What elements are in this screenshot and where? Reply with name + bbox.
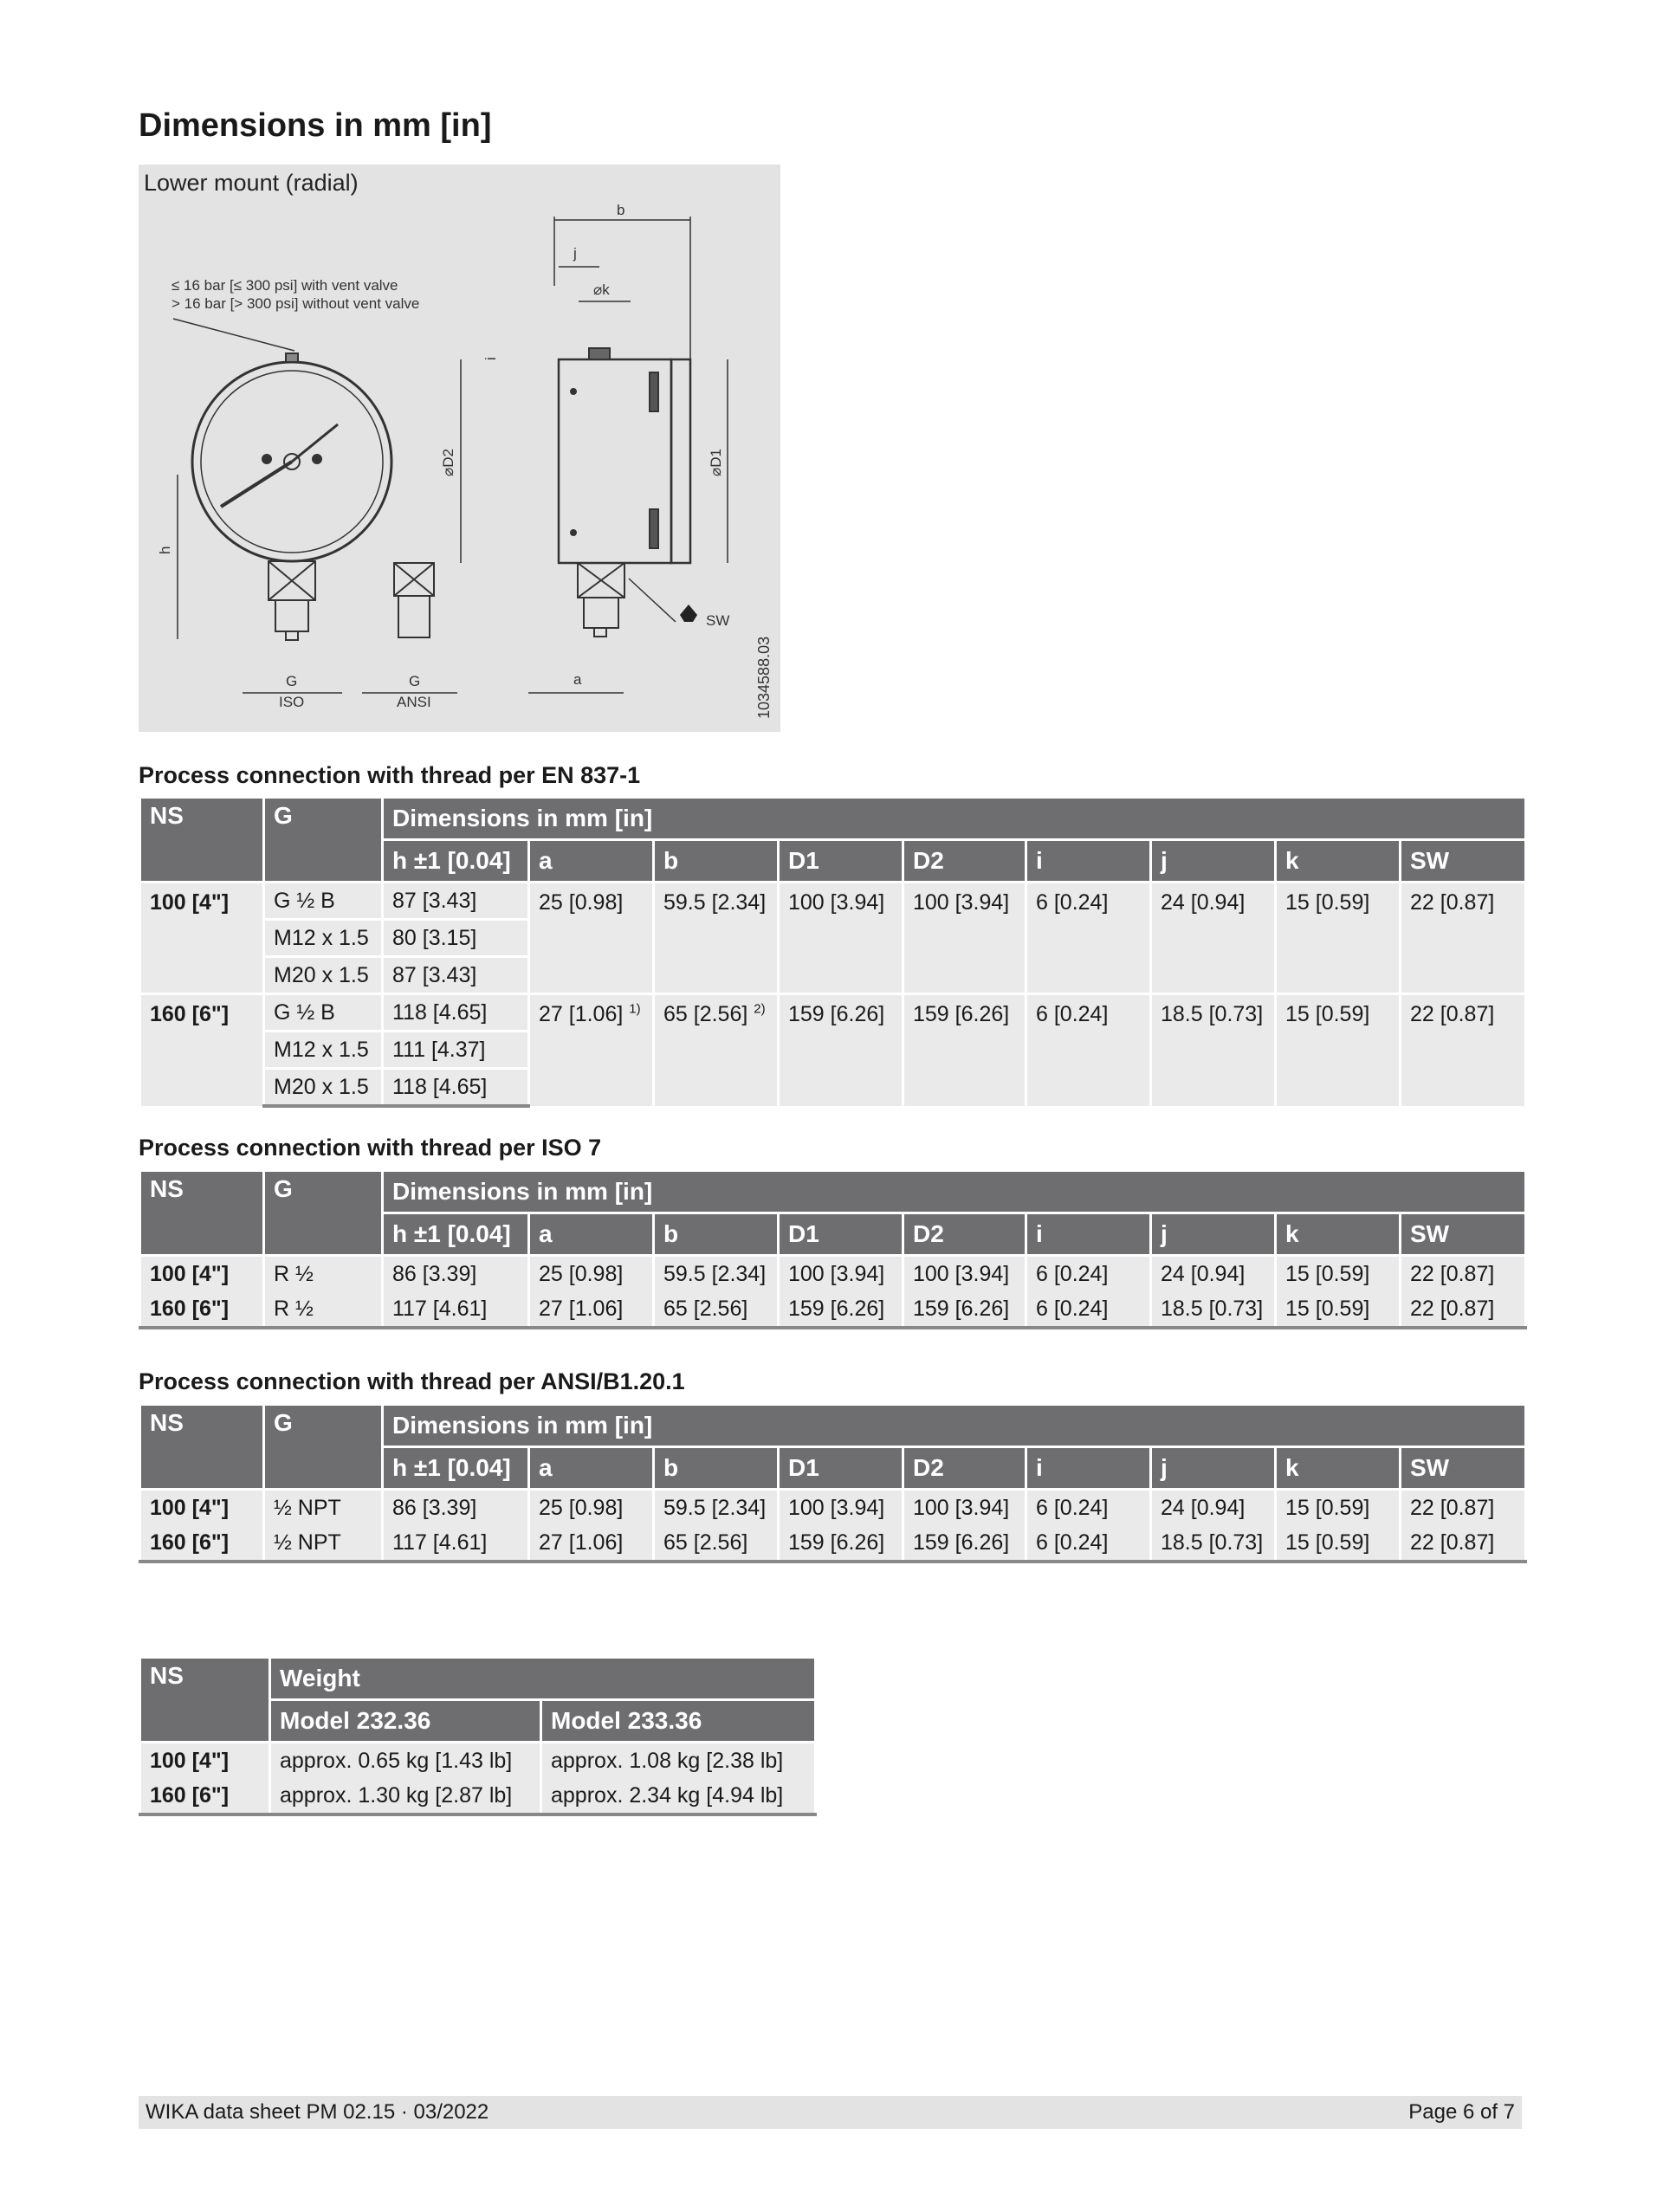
dim-d2: ⌀D2 bbox=[440, 449, 456, 476]
gauge-drawing-svg bbox=[139, 165, 780, 732]
table-row: 160 [6"] ½ NPT 117 [4.61] 27 [1.06] 65 [2.56] 159 [6.26] 159 [6.26] 6 [0.24] 18.5 [0.73] 15 [0.59] 22 [0.87] bbox=[140, 1525, 1526, 1562]
col-i: i bbox=[1026, 840, 1151, 883]
col-sw: SW bbox=[1401, 1213, 1526, 1256]
table-row: 160 [6"] G ½ B 118 [4.65] 27 [1.06] $^{1)}$ 65 [2.56] $^{2)}$ 159 [6.26] 159 [6.26] 6 [0.24] 18.5 [0.73] 15 [0.59] 22 [0.87] bbox=[140, 994, 1526, 1032]
dim-sw: SW bbox=[706, 612, 730, 629]
figure-label: Lower mount (radial) bbox=[144, 170, 359, 196]
col-sw: SW bbox=[1401, 840, 1526, 883]
page-footer bbox=[139, 2096, 1522, 2129]
col-i: i bbox=[1026, 1213, 1151, 1256]
col-i: i bbox=[1026, 1447, 1151, 1490]
page-title: Dimensions in mm [in] bbox=[139, 107, 492, 144]
table-row: M20 x 1.5 87 [3.43] bbox=[140, 957, 1526, 994]
col-h: h ±1 [0.04] bbox=[383, 840, 529, 883]
col-d1: D1 bbox=[779, 1447, 903, 1490]
col-a: a bbox=[529, 840, 654, 883]
col-b: b bbox=[654, 1447, 779, 1490]
col-a: a bbox=[529, 1447, 654, 1490]
table3-title: Process connection with thread per ANSI/B1.20.1 bbox=[139, 1368, 685, 1394]
col-j: j bbox=[1151, 1447, 1276, 1490]
drawing-number: 1034588.03 bbox=[755, 636, 773, 719]
table1-title: Process connection with thread per EN 837-1 bbox=[139, 762, 641, 788]
table-row: 160 [6"] R ½ 117 [4.61] 27 [1.06] 65 [2.56] 159 [6.26] 159 [6.26] 6 [0.24] 18.5 [0.73] 15 [0.59] 22 [0.87] bbox=[140, 1291, 1526, 1328]
col-k: k bbox=[1276, 840, 1401, 883]
col-h: h ±1 [0.04] bbox=[383, 1447, 529, 1490]
col-k: k bbox=[1276, 1213, 1401, 1256]
col-d2: D2 bbox=[903, 1213, 1026, 1256]
dim-i: i bbox=[482, 357, 499, 360]
dim-b: b bbox=[617, 202, 625, 218]
dim-k: ⌀k bbox=[593, 281, 610, 298]
ansi-table bbox=[139, 1406, 1527, 1563]
dim-j: j bbox=[573, 245, 577, 262]
table-row: 100 [4"] R ½ 86 [3.39] 25 [0.98] 59.5 [2.34] 100 [3.94] 100 [3.94] 6 [0.24] 24 [0.94] 15 [0.59] 22 [0.87] bbox=[140, 1256, 1526, 1292]
table-row: 160 [6"] approx. 1.30 kg [2.87 lb] approx. 2.34 kg [4.94 lb] bbox=[140, 1778, 816, 1814]
col-j: j bbox=[1151, 840, 1276, 883]
dim-iso: ISO bbox=[279, 694, 305, 710]
col-h: h ±1 [0.04] bbox=[383, 1213, 529, 1256]
col-dims: Dimensions in mm [in] bbox=[383, 1172, 1526, 1213]
col-g: G bbox=[264, 1172, 383, 1256]
col-j: j bbox=[1151, 1213, 1276, 1256]
col-g: G bbox=[264, 799, 383, 883]
col-k: k bbox=[1276, 1447, 1401, 1490]
footer-doc: WIKA data sheet PM 02.15 · 03/2022 bbox=[146, 2100, 489, 2124]
col-sw: SW bbox=[1401, 1447, 1526, 1490]
table-row: 100 [4"] approx. 0.65 kg [1.43 lb] approx. 1.08 kg [2.38 lb] bbox=[140, 1743, 816, 1779]
iso7-table bbox=[139, 1172, 1527, 1329]
col-weight: Weight bbox=[270, 1659, 816, 1700]
col-b: b bbox=[654, 1213, 779, 1256]
table-row: M12 x 1.5 80 [3.15] bbox=[140, 920, 1526, 957]
dim-a: a bbox=[573, 671, 582, 688]
weight-table bbox=[139, 1659, 817, 1816]
dim-h: h bbox=[157, 546, 173, 554]
col-ns: NS bbox=[140, 799, 264, 883]
col-ns: NS bbox=[140, 1406, 264, 1490]
col-ns: NS bbox=[140, 1659, 270, 1743]
col-dims: Dimensions in mm [in] bbox=[383, 799, 1526, 840]
col-model-233: Model 233.36 bbox=[541, 1700, 816, 1743]
table-row: 100 [4"] G ½ B 87 [3.43] 25 [0.98] 59.5 [2.34] 100 [3.94] 100 [3.94] 6 [0.24] 24 [0.94] 15 [0.59] 22 [0.87] bbox=[140, 883, 1526, 920]
dim-g-iso: G bbox=[286, 673, 298, 689]
table-row: 100 [4"] ½ NPT 86 [3.39] 25 [0.98] 59.5 [2.34] 100 [3.94] 100 [3.94] 6 [0.24] 24 [0.94] 15 [0.59] 22 [0.87] bbox=[140, 1490, 1526, 1526]
col-a: a bbox=[529, 1213, 654, 1256]
dim-d1: ⌀D1 bbox=[708, 449, 724, 476]
dimension-drawing bbox=[139, 165, 780, 732]
en837-table bbox=[139, 799, 1527, 1108]
vent-note-2: > 16 bar [> 300 psi] without vent valve bbox=[171, 295, 420, 312]
table-row: M12 x 1.5 111 [4.37] bbox=[140, 1032, 1526, 1069]
col-d1: D1 bbox=[779, 840, 903, 883]
dim-g-ansi: G bbox=[409, 673, 421, 689]
col-ns: NS bbox=[140, 1172, 264, 1256]
col-d1: D1 bbox=[779, 1213, 903, 1256]
col-dims: Dimensions in mm [in] bbox=[383, 1406, 1526, 1447]
col-model-232: Model 232.36 bbox=[270, 1700, 541, 1743]
dim-ansi: ANSI bbox=[397, 694, 431, 710]
col-g: G bbox=[264, 1406, 383, 1490]
table2-title: Process connection with thread per ISO 7 bbox=[139, 1135, 602, 1161]
footer-page: Page 6 of 7 bbox=[1408, 2100, 1515, 2124]
col-b: b bbox=[654, 840, 779, 883]
col-d2: D2 bbox=[903, 840, 1026, 883]
vent-note-1: ≤ 16 bar [≤ 300 psi] with vent valve bbox=[171, 277, 398, 294]
col-d2: D2 bbox=[903, 1447, 1026, 1490]
table-row: M20 x 1.5 118 [4.65] bbox=[140, 1069, 1526, 1107]
